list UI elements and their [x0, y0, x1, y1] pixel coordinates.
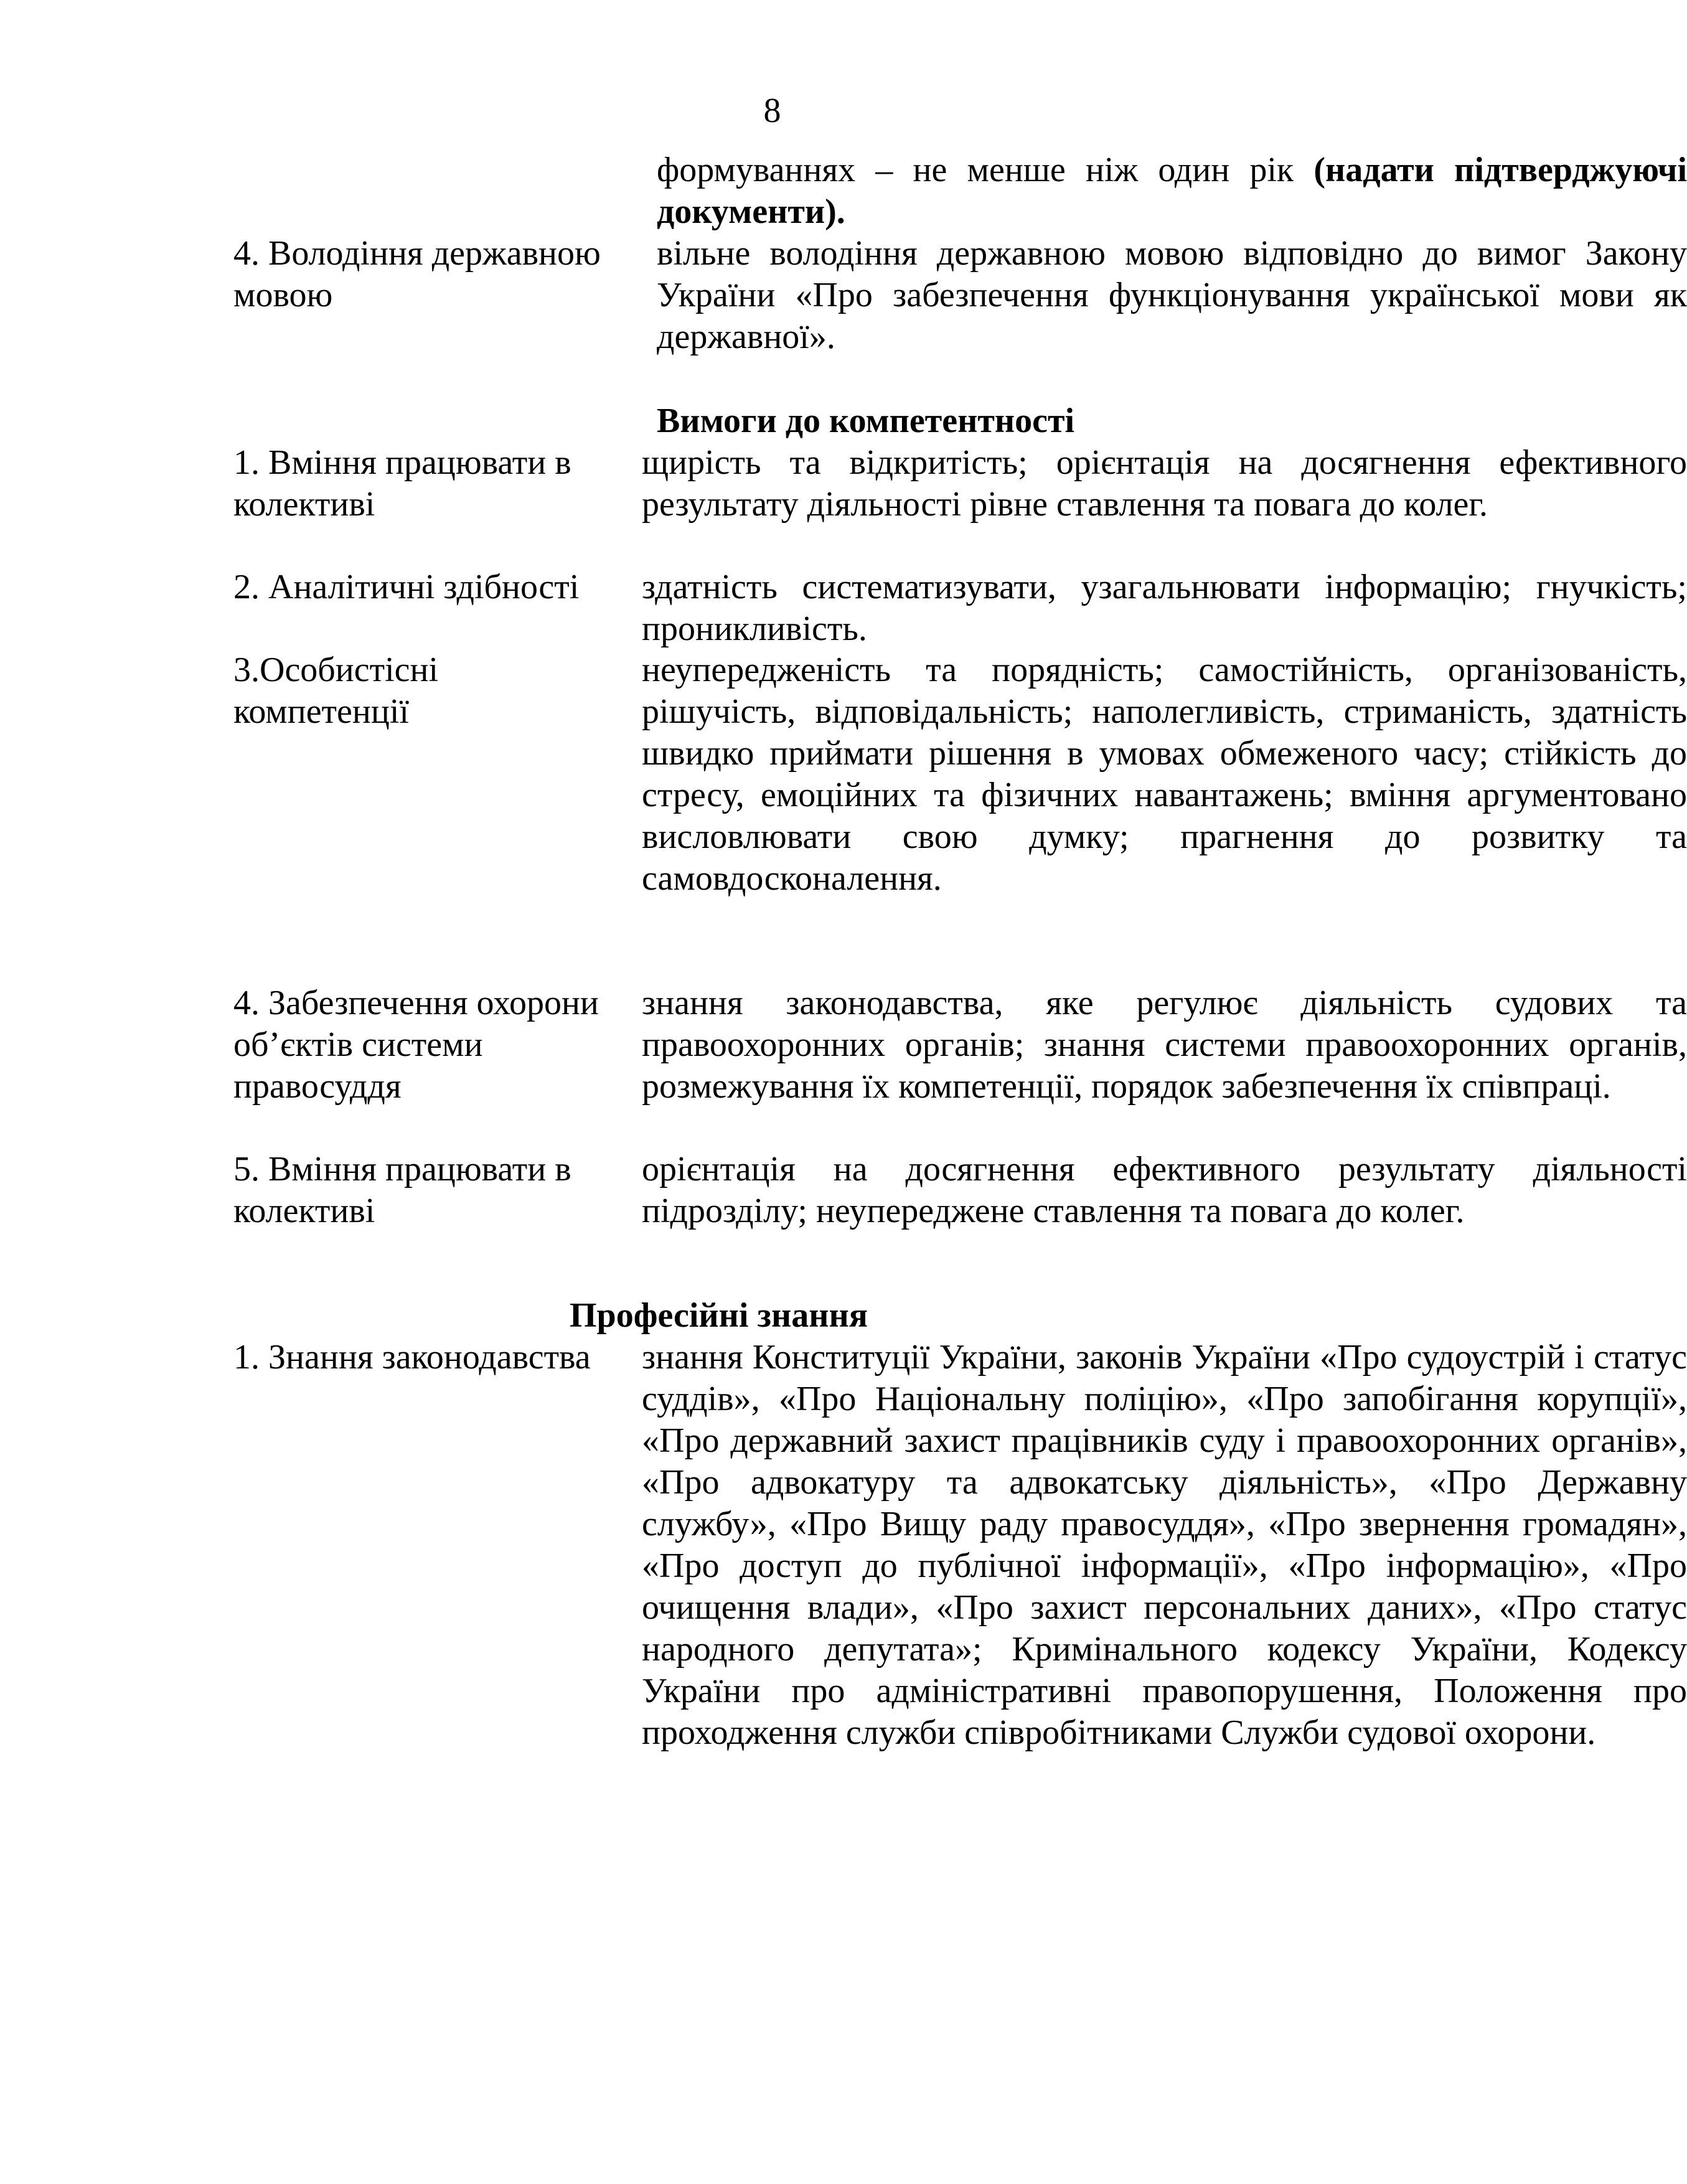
professional-label: 1. Знання законодавства — [233, 1338, 591, 1377]
competence-value: знання законодавства, яке регулює діяльність судових та правоохоронних органів; знання системи правоохоронних органів, розмежування їх компетенції, порядок забезпечення їх співпраці. — [642, 984, 1687, 1106]
competence-label: 3.Особистісні компетенції — [233, 651, 439, 731]
competence-value: неупередженість та порядність; самостійність, організованість, рішучість, відповідальність; наполегливість, стриманість, здатність швидко приймати рішення в умовах обмеженого часу; стійкість до стресу, емоційних та фізичних навантажень; вміння аргументовано висловлювати свою думку; прагнення до розвитку та самовдосконалення. — [642, 651, 1687, 898]
page-number: 8 — [763, 92, 781, 130]
professional-value: знання Конституції України, законів України «Про судоустрій і статус суддів», «Про Національну поліцію», «Про запобігання корупції», «Про державний захист працівників суду і правоохоронних органів», «Про адвокатуру та адвокатську діяльність», «Про Державну службу», «Про Вищу раду правосуддя», «Про звернення громадян», «Про доступ до публічної інформації», «Про інформацію», «Про очищення влади», «Про захист персональних даних», «Про статус народного депутата»; Кримінального кодексу України, Кодексу України про адміністративні правопорушення, Положення про проходження служби співробітниками Служби судової охорони. — [642, 1338, 1687, 1752]
competence-value: щирість та відкритість; орієнтація на досягнення ефективного результату діяльності рівне ставлення та повага до колег. — [642, 443, 1687, 524]
competence-label: 1. Вміння працювати в колективі — [233, 443, 571, 524]
competence-value: орієнтація на досягнення ефективного результату діяльності підрозділу; неупереджене ставлення та повага до колег. — [642, 1150, 1687, 1230]
competence-heading: Вимоги до компетентності — [657, 402, 1075, 440]
competence-label: 5. Вміння працювати в колективі — [233, 1150, 571, 1230]
continuation-plain: формуваннях – не менше ніж один рік — [657, 151, 1314, 189]
competence-label: 2. Аналітичні здібності — [233, 568, 580, 606]
continuation-text — [657, 149, 1687, 233]
requirement-label: 4. Володіння державною мовою — [233, 234, 601, 314]
professional-heading: Професійні знання — [570, 1296, 868, 1335]
requirement-value: вільне володіння державною мовою відповідно до вимог Закону України «Про забезпечення функціонування української мови як державної». — [657, 234, 1687, 356]
competence-value: здатність систематизувати, узагальнювати інформацію; гнучкість; проникливість. — [642, 568, 1687, 648]
continuation-bold: (надати підтверджуючі документи). — [657, 151, 1687, 231]
competence-label: 4. Забезпечення охорони об’єктів системи правосуддя — [233, 984, 599, 1106]
